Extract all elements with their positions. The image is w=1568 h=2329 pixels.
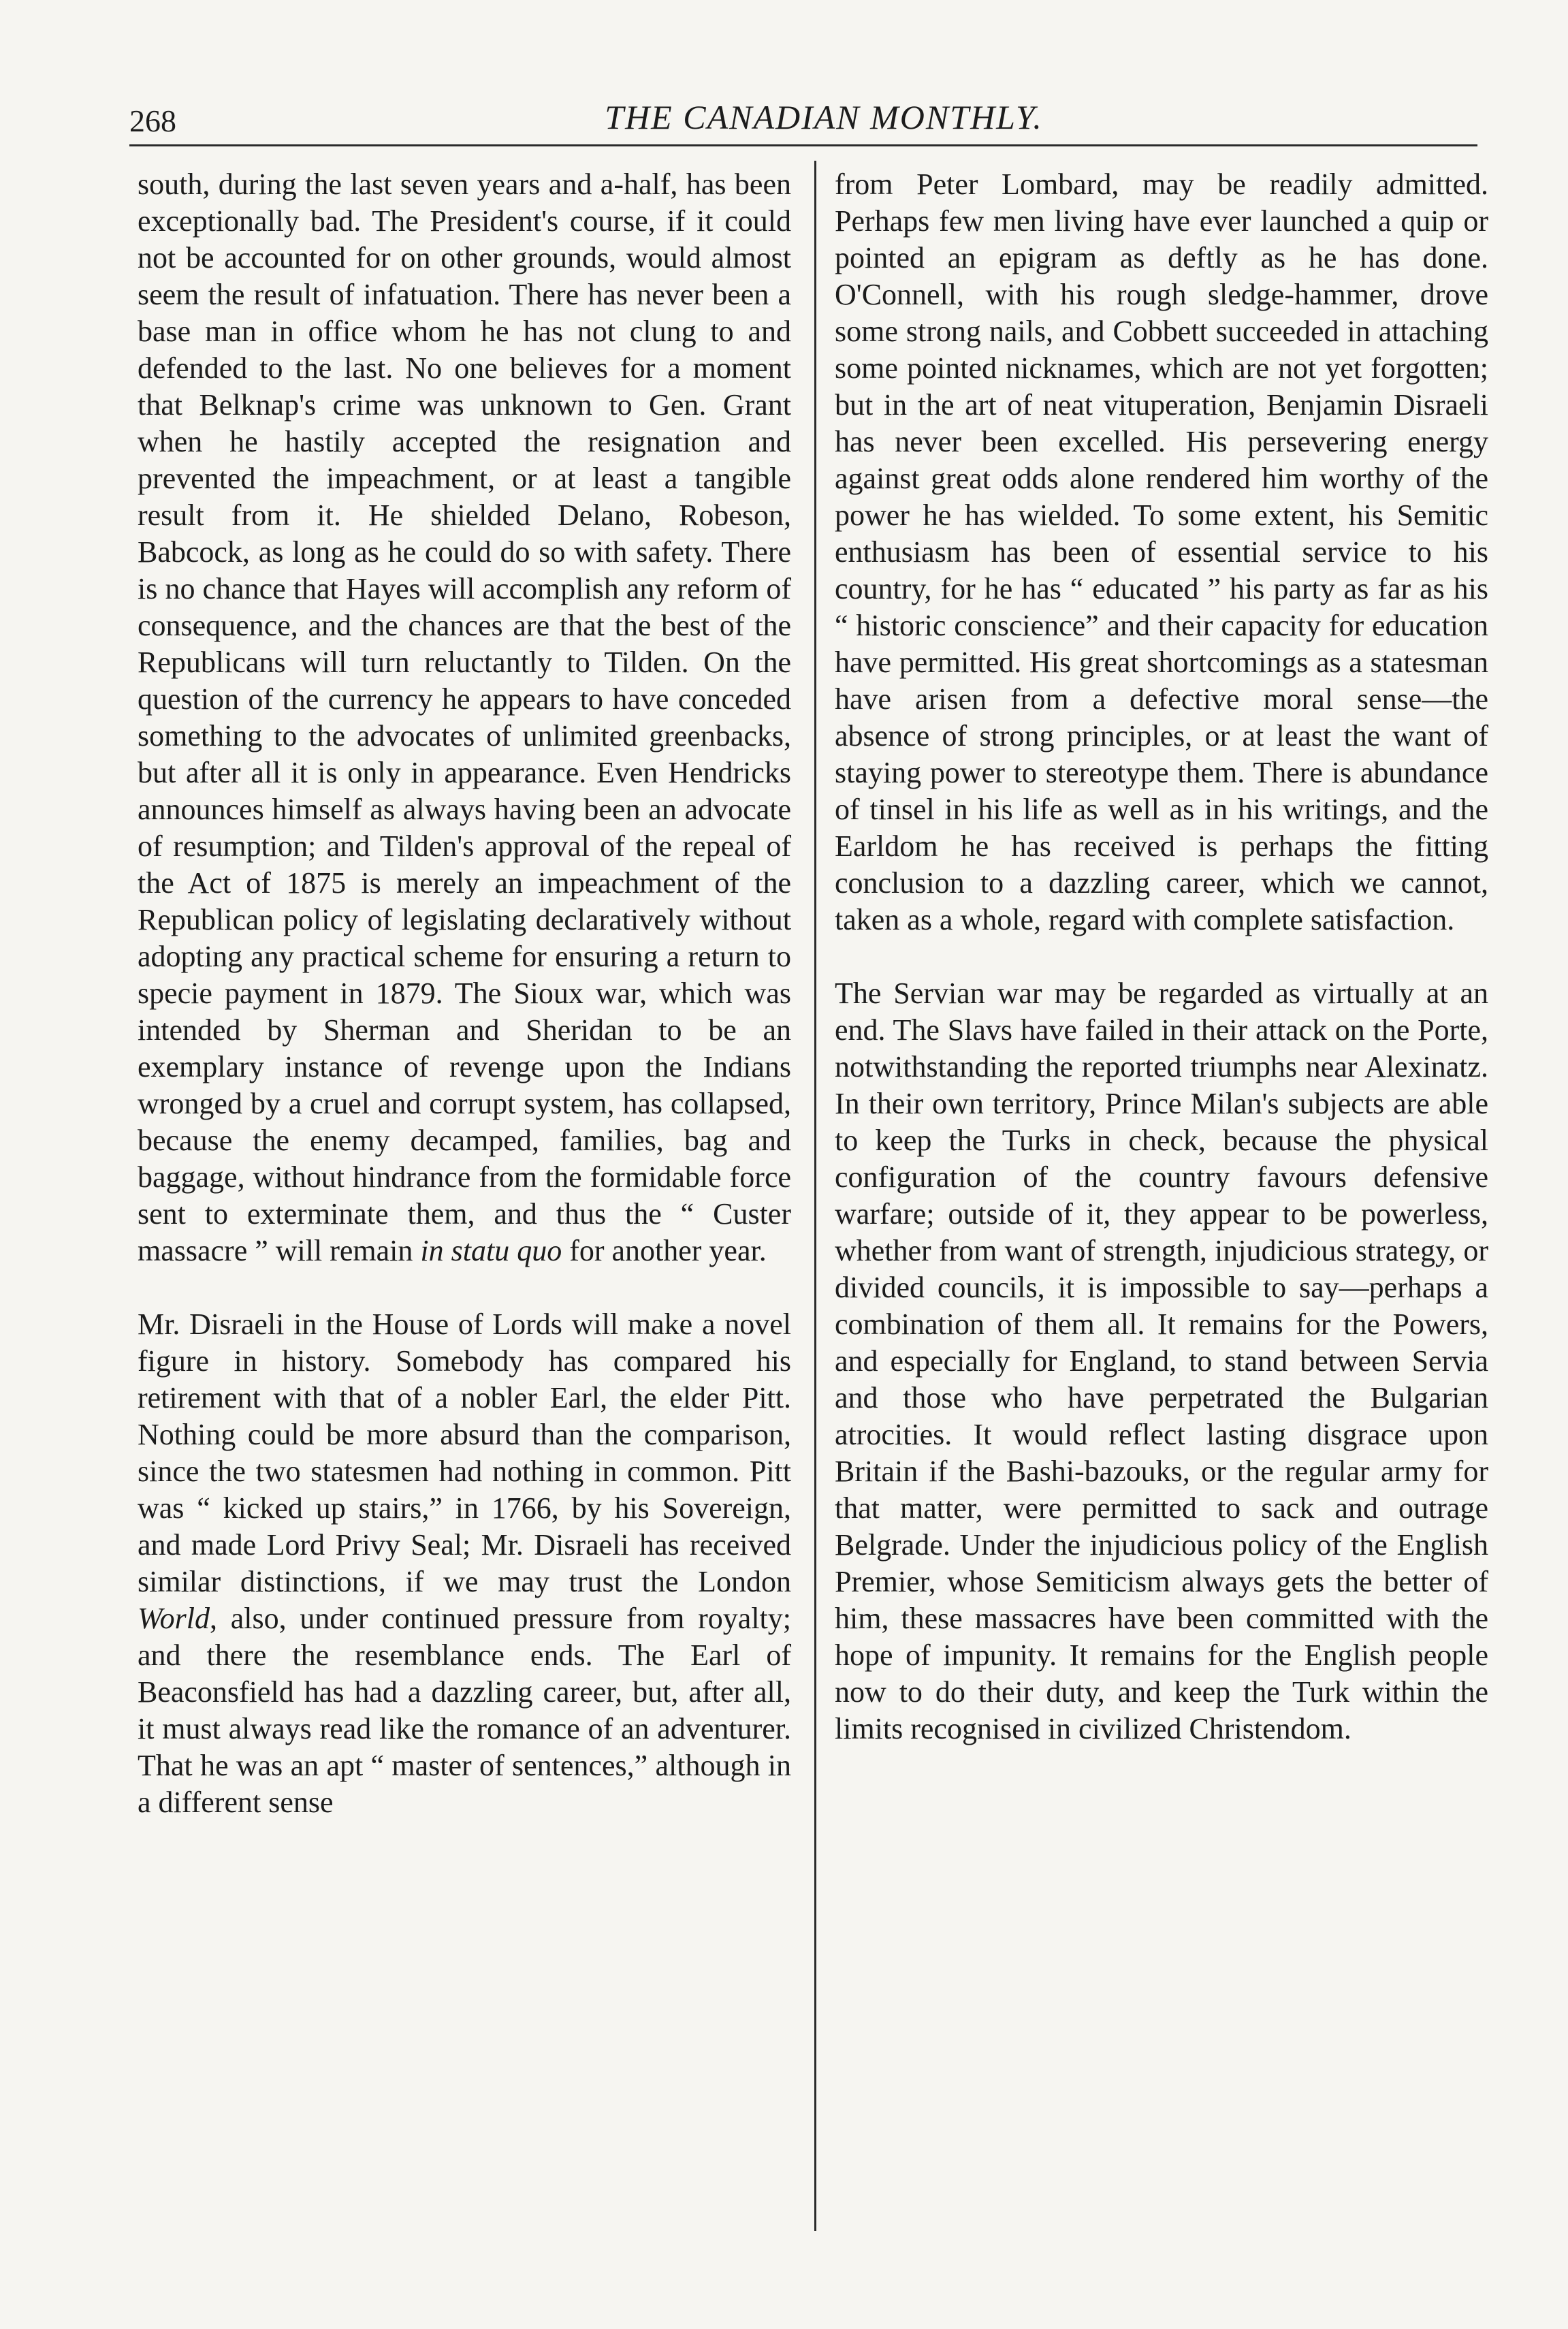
paragraph-president	[138, 166, 791, 1269]
left-column	[138, 166, 791, 1821]
paragraph-text-tail: , also, under continued pressure from royalty; and there the resemblance ends. The Earl of Beaconsfield has had a dazzling career, but, after all, it must always read like the romance of an adventurer. That he was an apt “ master of sentences,” although in a different sense	[138, 1602, 791, 1819]
running-title: THE CANADIAN MONTHLY.	[605, 98, 1043, 136]
italic-phrase: World	[138, 1602, 210, 1635]
paragraph-servian-war: The Servian war may be regarded as virtually at an end. The Slavs have failed in their attack on the Porte, notwithstanding the reported triumphs near Alexinatz. In their own territory, Prince Milan's subjects are able to keep the Turks in check, because the physical configuration of the country favours defensive warfare; outside of it, they appear to be powerless, whether from want of strength, injudicious strategy, or divided councils, it is impossible to say—perhaps a combination of them all. It remains for the Powers, and especially for England, to stand between Servia and those who have perpetrated the Bulgarian atrocities. It would reflect lasting disgrace upon Britain if the Bashi-bazouks, or the regular army for that matter, were permitted to sack and outrage Belgrade. Under the injudicious policy of the English Premier, whose Semiticism always gets the better of him, these massacres have been committed with the hope of impunity. It remains for the English people now to do their duty, and keep the Turk within the limits recognised in civilized Christendom.	[835, 977, 1488, 1745]
paragraph-disraeli	[138, 1306, 791, 1821]
column-rule	[814, 161, 816, 2231]
paragraph-text-tail: for another year.	[562, 1234, 767, 1267]
paragraph-text: Mr. Disraeli in the House of Lords will make a novel figure in history. Somebody has compared his retirement with that of a nobler Earl, the elder Pitt. Nothing could be more absurd than the comparison, since the two statesmen had nothing in common. Pitt was “ kicked up stairs,” in 1766, by his Sovereign, and made Lord Privy Seal; Mr. Disraeli has received similar distinctions, if we may trust the London	[138, 1308, 791, 1598]
paragraph-text: south, during the last seven years and a-half, has been exceptionally bad. The President's course, if it could not be accounted for on other grounds, would almost seem the result of infatuation. There has never been a base man in office whom he has not clung to and defended to the last. No one believes for a moment that Belknap's crime was unknown to Gen. Grant when he hastily accepted the resignation and prevented the impeachment, or at least a tangible result from it. He shielded Delano, Robeson, Babcock, as long as he could do so with safety. There is no chance that Hayes will accomplish any reform of consequence, and the chances are that the best of the Republicans will turn reluctantly to Tilden. On the question of the currency he appears to have conceded something to the advocates of unlimited greenbacks, but after all it is only in appearance. Even Hendricks announces himself as always having been an advocate of resumption; and Tilden's approval of the repeal of the Act of 1875 is merely an impeachment of the Republican policy of legislating declaratively without adopting any practical scheme for ensuring a return to specie payment in 1879. The Sioux war, which was intended by Sherman and Sheridan to be an exemplary instance of revenge upon the Indians wronged by a cruel and corrupt system, has collapsed, because the enemy decamped, families, bag and baggage, without hindrance from the formidable force sent to exterminate them, and thus the “ Custer massacre ” will remain	[138, 168, 791, 1267]
header-rule	[129, 144, 1477, 146]
paragraph-disraeli-continued: from Peter Lombard, may be readily admitted. Perhaps few men living have ever launched a quip or pointed an epigram as deftly as he has done. O'Connell, with his rough sledge-hammer, drove some strong nails, and Cobbett succeeded in attaching some pointed nicknames, which are not yet forgotten; but in the art of neat vituperation, Benjamin Disraeli has never been excelled. His persevering energy against great odds alone rendered him worthy of the power he has wielded. To some extent, his Semitic enthusiasm has been of essential service to his country, for he has “ educated ” his party as far as his “ historic conscience” and their capacity for education have permitted. His great shortcomings as a statesman have arisen from a defective moral sense—the absence of strong principles, or at least the want of staying power to stereotype them. There is abundance of tinsel in his life as well as in his writings, and the Earldom he has received is perhaps the fitting conclusion to a dazzling career, which we cannot, taken as a whole, regard with complete satisfaction.	[835, 168, 1488, 936]
page-number: 268	[129, 104, 176, 138]
right-column	[835, 166, 1488, 1747]
italic-phrase: in statu quo	[420, 1234, 562, 1267]
